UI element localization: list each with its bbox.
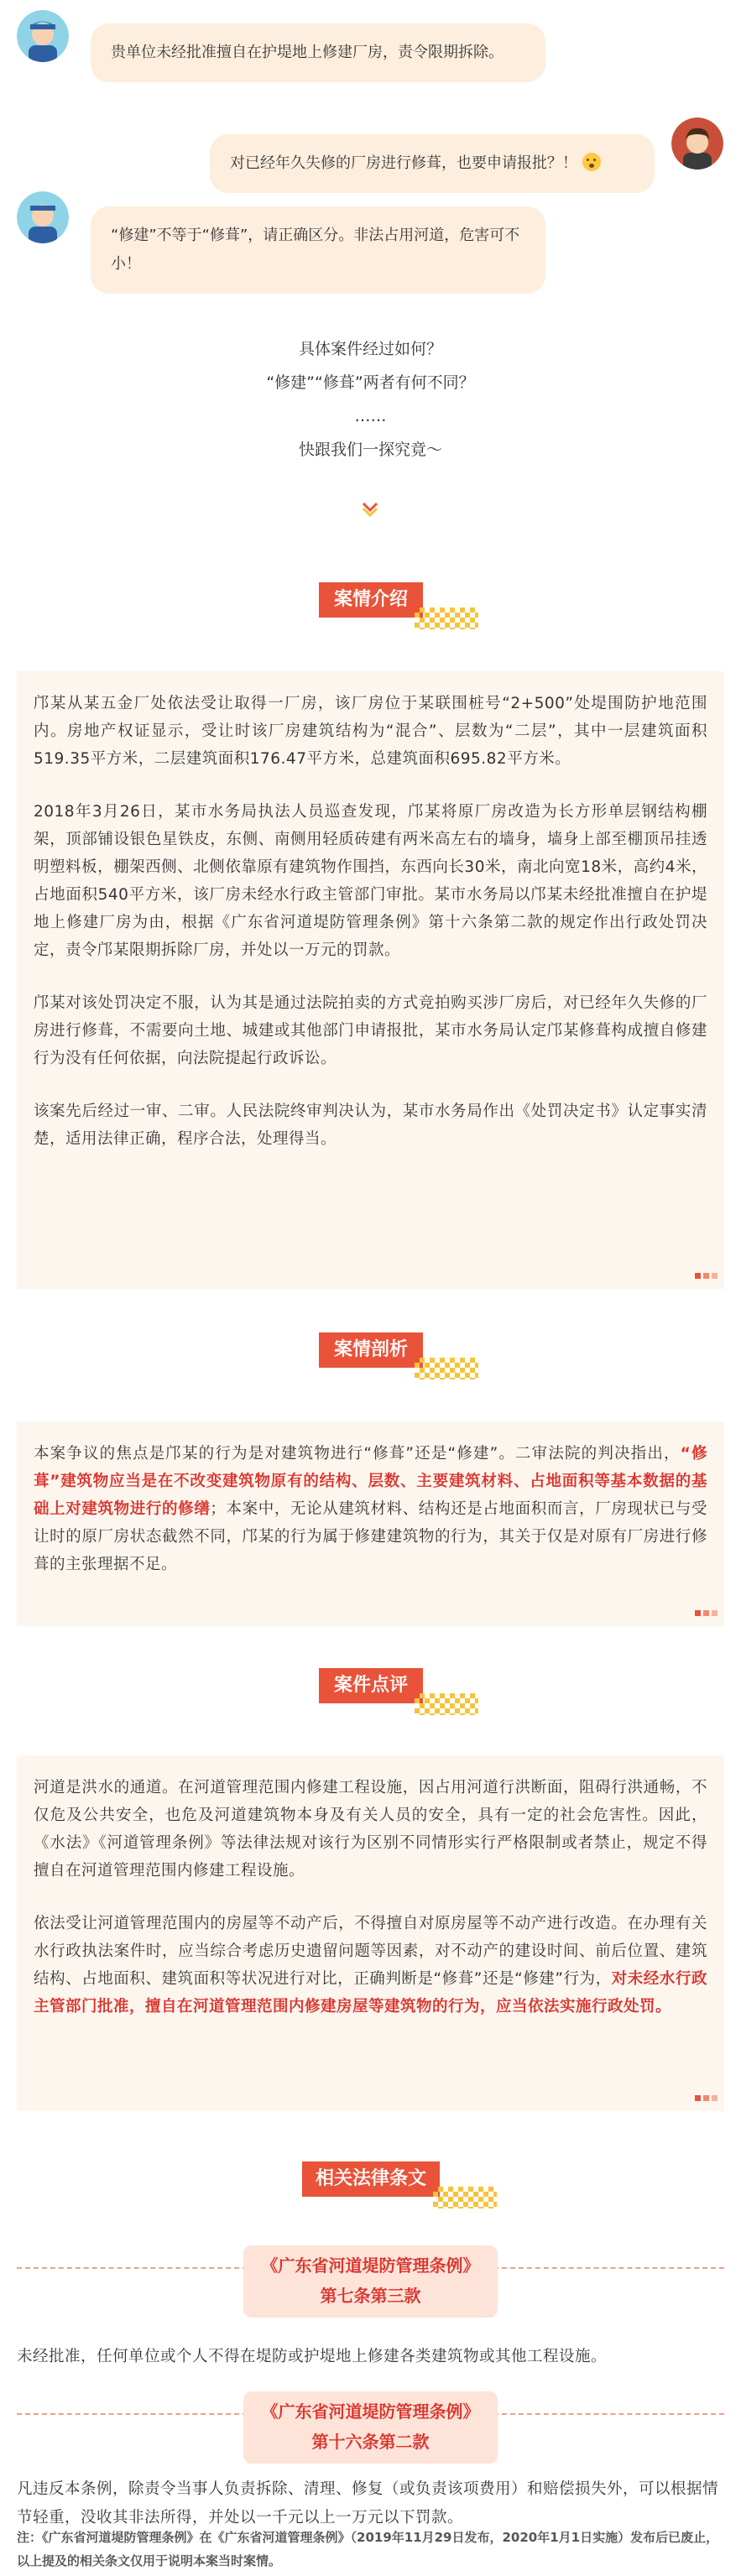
chat-bubble-official-1 [91,23,545,82]
section-header-analysis [0,1332,741,1391]
intro-text [0,332,741,467]
checker-decoration [433,2187,497,2208]
intro-line: …… [354,407,387,425]
law-title-pill [243,2391,498,2464]
analysis-text: ；本案中，无论从建筑材料、结构还是占地面积而言，厂房现状已与受让时的原厂房状态截然不同，邝某的行为属于修建建筑物的行为，其关于仅是对原有厂房进行修葺的主张理据不足。 [34,1500,707,1573]
corner-dots [692,2088,718,2104]
chat-text: “修建”不等于“修葺”，请正确区分。非法占用河道，危害可不小！ [111,227,520,273]
intro-line: 具体案件经过如何？ [298,340,442,358]
official-avatar [17,191,69,243]
law1-title-block [0,2245,741,2323]
section-header-case-intro [0,582,741,641]
intro-line: 快跟我们一探究竟～ [298,441,442,459]
checker-decoration [415,607,478,629]
section-title: 案件点评 [319,1668,423,1703]
comment-text: 依法受让河道管理范围内的房屋等不动产后，不得擅自对原房屋等不动产进行改造。在办理有关水行政执法案件时，应当综合考虑历史遗留问题等因素，对不动产的建设时间、前后位置、建筑结构、占地面积、建筑面积等状况进行对比，正确判断是“修葺”还是“修建”行为， [34,1915,707,1988]
chat-text: 贵单位未经批准擅自在护堤地上修建厂房，责令限期拆除。 [111,44,504,61]
corner-dots [692,1266,718,1282]
analysis-box [17,1421,724,1626]
paragraph: 邝某从某五金厂处依法受让取得一厂房，该厂房位于某联围桩号“2+500”处堤围防护地范围内。房地产权证显示，受让时该厂房建筑结构为“混合”、层数为“二层”，其中一层建筑面积519.35平方米，二层建筑面积176.47平方米，总建筑面积695.82平方米。 [34,695,707,768]
section-header-comment [0,1668,741,1727]
checker-decoration [415,1358,478,1379]
sweat-emoji-icon [582,153,601,171]
intro-line: “修建”“修葺”两者有何不同？ [266,373,475,392]
law1-text: 未经批准，任何单位或个人不得在堤防或护堤地上修建各类建筑物或其他工程设施。 [17,2348,608,2365]
analysis-highlight: “修葺”建筑物应当是在不改变建筑物原有的结构、层数、主要建筑材料、占地面积等基本数据的基础上对建筑物进行的修缮 [34,1445,707,1518]
law-name: 《广东省河道堤防管理条例》 [261,2255,480,2276]
law2-text: 凡违反本条例，除责令当事人负责拆除、清理、修复（或负责该项费用）和赔偿损失外，可以根据情节轻重，没收其非法所得，并处以一千元以上一万元以下罚款。 [17,2480,719,2526]
chat-section [0,0,741,319]
chat-bubble-citizen [210,134,655,193]
corner-dots [692,1603,718,1619]
analysis-text: 本案争议的焦点是邝某的行为是对建筑物进行“修葺”还是“修建”。二审法院的判决指出， [34,1445,681,1463]
section-title: 案情剖析 [319,1332,423,1368]
law2-title-block [0,2391,741,2469]
section-title: 相关法律条文 [302,2161,440,2197]
paragraph: 该案先后经过一审、二审。人民法院终审判决认为，某市水务局作出《处罚决定书》认定事实清楚，适用法律正确，程序合法，处理得当。 [34,1103,707,1148]
comment-box [17,1755,724,2111]
chat-bubble-official-2 [91,206,545,294]
section-header-laws [0,2161,741,2220]
official-avatar [17,10,69,62]
paragraph [34,1440,707,1578]
section-title: 案情介绍 [319,582,423,618]
chevron-down-icon [361,498,379,517]
law-title-pill [243,2245,498,2318]
case-intro-box [17,671,724,1289]
paragraph: 河道是洪水的通道。在河道管理范围内修建工程设施，因占用河道行洪断面，阻碍行洪通畅，不仅危及公共安全，也危及河道建筑物本身及有关人员的安全，具有一定的社会危害性。因此，《水法》《河道管理条例》等法律法规对该行为区别不同情形实行严格限制或者禁止，规定不得擅自在河道管理范围内修建工程设施。 [34,1779,707,1880]
paragraph: 2018年3月26日，某市水务局执法人员巡查发现，邝某将原厂房改造为长方形单层钢结构棚架，顶部铺设银色星铁皮，东侧、南侧用轻质砖建有两米高左右的墙身，墙身上部至棚顶吊挂透明塑料板，棚架西侧、北侧依靠原有建筑物作围挡，东西向长30米，南北向宽18米，高约4米，占地面积540平方米，该厂房未经水行政主管部门审批。某市水务局以邝某未经批准擅自在护堤地上修建厂房为由，根据《广东省河道堤防管理条例》第十六条第二款的规定作出行政处罚决定，责令邝某限期拆除厂房，并处以一万元的罚款。 [34,803,707,959]
law-name: 《广东省河道堤防管理条例》 [261,2401,480,2422]
comment-highlight: 对未经水行政主管部门批准，擅自在河道管理范围内修建房屋等建筑物的行为，应当依法实施行政处罚。 [34,1970,707,2015]
paragraph: 邝某对该处罚决定不服，认为其是通过法院拍卖的方式竞拍购买涉厂房后，对已经年久失修的厂房进行修葺，不需要向土地、城建或其他部门申请报批，某市水务局认定邝某修葺构成擅自修建行为没有任何依据，向法院提起行政诉讼。 [34,994,707,1067]
law-clause: 第七条第三款 [320,2286,421,2306]
law-clause: 第十六条第二款 [311,2432,430,2452]
paragraph [34,1910,707,2021]
checker-decoration [415,1693,478,1715]
citizen-avatar [671,117,723,169]
chat-text: 对已经年久失修的厂房进行修葺，也要申请报批？！ [230,154,577,172]
footnote: 注：《广东省河道堤防管理条例》在《广东省河道管理条例》（2019年11月29日发布，2020年1月1日实施）发布后已废止，以上提及的相关条文仅用于说明本案当时案情。 [17,2530,719,2568]
